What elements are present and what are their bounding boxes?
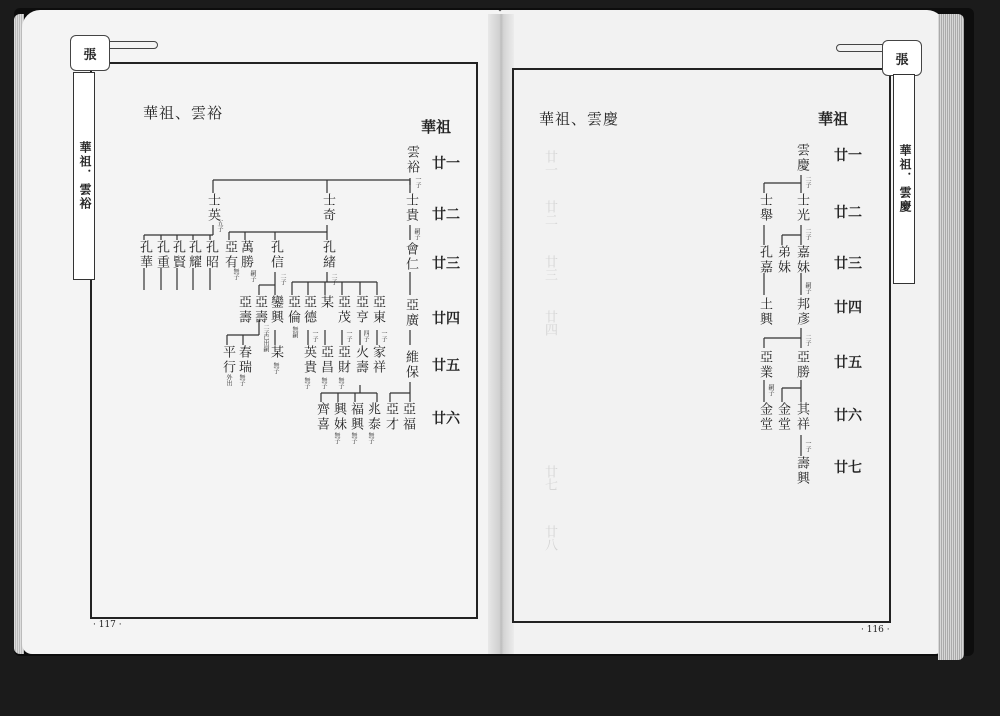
bleed-through-text: 廿七 (542, 465, 557, 491)
person-note: 外出 (225, 374, 232, 386)
person-note: 嗣子 (249, 270, 256, 282)
lineage-column-header: 華祖 (421, 118, 452, 136)
generation-label: 廿五 (432, 358, 460, 374)
side-tab-label: 華祖．雲慶 (898, 144, 912, 214)
person-name: 雲裕 (404, 145, 419, 175)
person-name: 春瑞 (236, 345, 251, 375)
person-name: 亞才 (383, 402, 398, 432)
bleed-through-text: 廿八 (542, 525, 557, 551)
person-note: 無嗣 (291, 326, 298, 338)
person-name: 福興 (348, 402, 363, 432)
person-name: 火壽 (353, 345, 368, 375)
person-name: 士貴 (403, 193, 418, 223)
person-note: 一子 (311, 330, 318, 342)
person-note: 無子 (303, 377, 310, 389)
person-note: 無子 (350, 432, 357, 444)
person-note: 已出嗣 (262, 334, 269, 352)
generation-label: 廿三 (834, 256, 862, 272)
person-name: 會仁 (403, 242, 418, 272)
lineage-column-header: 華祖 (818, 110, 849, 128)
person-name: 其祥 (794, 402, 809, 432)
lineage-title: 華祖、雲慶 (539, 110, 620, 128)
person-name: 孔嘉 (757, 245, 772, 275)
bleed-through-text: 廿二 (542, 200, 557, 226)
family-seal-text: 張 (895, 52, 909, 68)
person-name: 亞東 (370, 295, 385, 325)
person-name: 孔緒 (320, 240, 335, 270)
person-note: 二子 (330, 273, 337, 285)
person-name: 萬勝 (238, 240, 253, 270)
person-name: 士光 (794, 193, 809, 223)
person-note: 無子 (337, 377, 344, 389)
person-name: 亞德 (301, 295, 316, 325)
person-note: 二子 (804, 176, 811, 188)
person-note: 嗣子 (767, 384, 774, 396)
person-note: 一子 (380, 330, 387, 342)
person-name: 弟妹 (775, 245, 790, 275)
person-name: 亞廣 (403, 298, 418, 328)
page-number: · 117 · (93, 620, 122, 630)
person-name: 金堂 (775, 402, 790, 432)
generation-label: 廿四 (834, 300, 862, 316)
person-name: 亞倫 (285, 295, 300, 325)
family-seal-text: 張 (83, 47, 97, 63)
person-name: 亞壽 (236, 295, 251, 325)
person-name: 鑾興 (268, 295, 283, 325)
person-note: 無子 (238, 374, 245, 386)
person-name: 亞勝 (794, 350, 809, 380)
generation-label: 廿六 (834, 408, 862, 424)
person-note: 二子 (262, 324, 269, 336)
person-name: 亞茂 (335, 295, 350, 325)
person-name: 平行 (220, 345, 235, 375)
person-name: 孔華 (137, 240, 152, 270)
person-note: 二子 (279, 273, 286, 285)
person-name: 亞壽 (252, 295, 267, 325)
person-name: 齊喜 (314, 402, 329, 432)
generation-label: 廿二 (834, 205, 862, 221)
lineage-title: 華祖、雲裕 (143, 104, 224, 122)
generation-label: 廿五 (834, 355, 862, 371)
person-name: 士英 (205, 193, 220, 223)
person-name: 家祥 (370, 345, 385, 375)
bleed-through-text: 廿一 (542, 150, 557, 176)
person-name: 金堂 (757, 402, 772, 432)
person-note: 一子 (414, 176, 421, 188)
person-note: 二子 (804, 228, 811, 240)
person-note: 五子 (216, 220, 223, 232)
generation-label: 廿七 (834, 460, 862, 476)
person-note: 嗣子 (804, 282, 811, 294)
person-note: 無子 (367, 432, 374, 444)
bleed-through-text: 廿四 (542, 310, 557, 336)
person-name: 嘉妹 (794, 245, 809, 275)
generation-label: 廿一 (432, 156, 460, 172)
person-name: 興妹 (331, 402, 346, 432)
person-name: 維保 (403, 350, 418, 380)
person-name: 英貴 (301, 345, 316, 375)
person-note: 無子 (333, 432, 340, 444)
person-note: 一子 (345, 330, 352, 342)
person-name: 孔耀 (186, 240, 201, 270)
person-name: 土興 (757, 297, 772, 327)
person-note: 無子 (232, 268, 239, 280)
person-note: 嗣子 (413, 228, 420, 240)
person-note: 無子 (320, 377, 327, 389)
person-name: 亞財 (335, 345, 350, 375)
bleed-through-text: 廿三 (542, 255, 557, 281)
person-note: 二子 (804, 334, 811, 346)
person-name: 亞業 (757, 350, 772, 380)
person-name: 壽興 (794, 456, 809, 486)
person-name: 孔賢 (170, 240, 185, 270)
generation-label: 廿六 (432, 411, 460, 427)
person-note: 一子 (804, 440, 811, 452)
person-name: 某 (318, 295, 333, 310)
generation-label: 廿一 (834, 148, 862, 164)
person-name: 士舉 (757, 193, 772, 223)
person-note: 無子 (272, 362, 279, 374)
generation-label: 廿二 (432, 207, 460, 223)
person-name: 孔昭 (203, 240, 218, 270)
person-name: 亞福 (400, 402, 415, 432)
page-number: · 116 · (861, 625, 890, 635)
person-name: 亞有 (222, 240, 237, 270)
person-name: 孔重 (154, 240, 169, 270)
person-name: 雲慶 (794, 143, 809, 173)
person-name: 亞昌 (318, 345, 333, 375)
person-name: 某 (268, 345, 283, 360)
person-name: 士奇 (320, 193, 335, 223)
person-note: 四子 (362, 330, 369, 342)
side-tab-label: 華祖．雲裕 (78, 141, 92, 211)
person-name: 邦彥 (794, 297, 809, 327)
person-name: 孔信 (268, 240, 283, 270)
person-name: 兆泰 (365, 402, 380, 432)
generation-label: 廿三 (432, 256, 460, 272)
generation-label: 廿四 (432, 311, 460, 327)
person-name: 亞亨 (353, 295, 368, 325)
